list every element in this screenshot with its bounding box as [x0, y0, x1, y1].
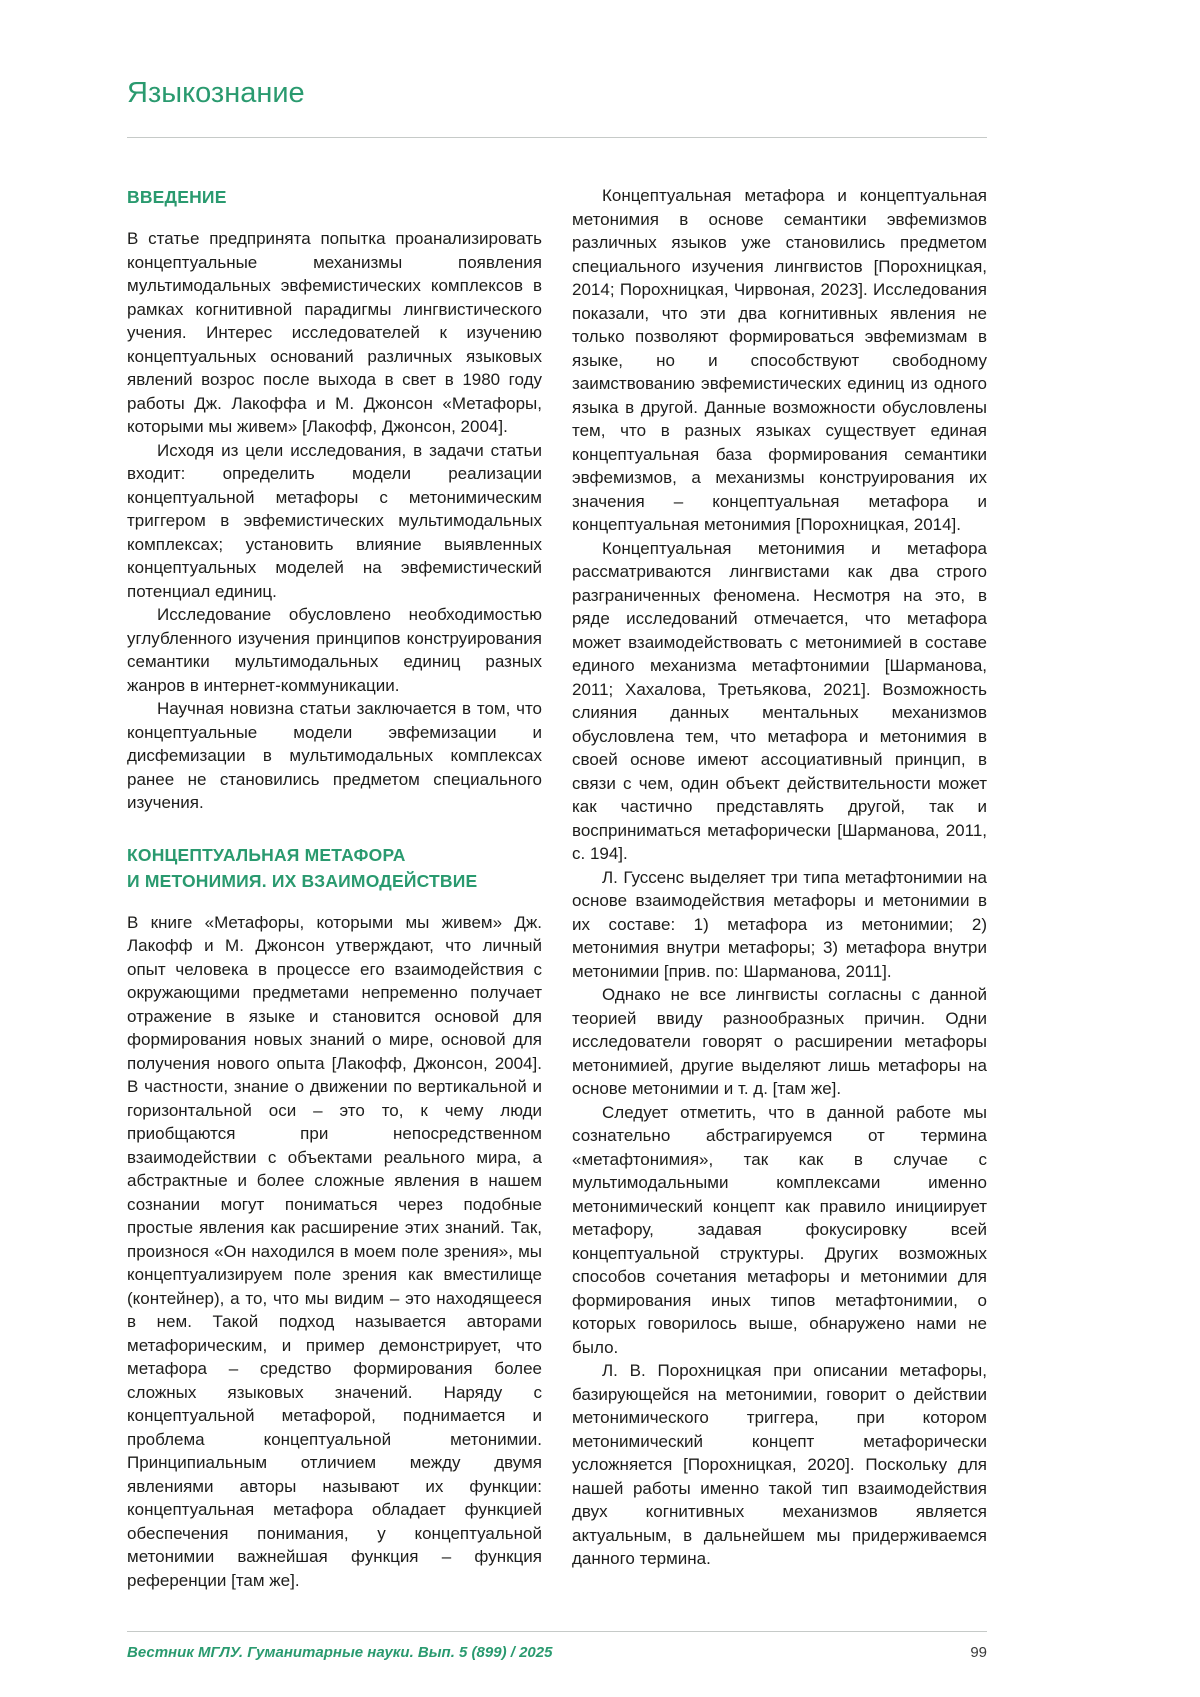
paragraph: Л. Гуссенс выделяет три типа метафтонимии на основе взаимодействия метафоры и метонимии в их составе: 1) метафора из метонимии; 2) метонимия внутри метафоры; 3) метафора внутри метонимии [прив. по: Шарманова, 2011]. [572, 867, 987, 981]
footer-divider [127, 1631, 987, 1632]
paragraph: Научная новизна статьи заключается в том, что концептуальные модели эвфемизации и дисфемизации в мультимодальных комплексах ранее не становились предметом специального изучения. [127, 699, 542, 812]
section-heading: КОНЦЕПТУАЛЬНАЯ МЕТАФОРА И МЕТОНИМИЯ. ИХ ВЗАИМОДЕЙСТВИЕ [127, 844, 478, 891]
article-body [127, 184, 987, 1592]
paragraph: Исследование обусловлено необходимостью углубленного изучения принципов конструирования семантики мультимодальных единиц разных жанров в интернет-коммуникации. [127, 605, 542, 695]
paragraph: В статье предпринята попытка проанализировать концептуальные механизмы появления мультимодальных эвфемистических комплексов в рамках когнитивной парадигмы лингвистического учения. Интерес исследователей к изучению концептуальных оснований различных языковых явлений возрос после выхода в свет в 1980 году работы Дж. Лакоффа и М. Джонсон «Метафоры, которыми мы живем» [Лакофф, Джонсон, 2004]. [127, 229, 542, 436]
right-column [572, 184, 987, 1592]
paragraph: Исходя из цели исследования, в задачи статьи входит: определить модели реализации концептуальной метафоры с метонимическим триггером в эвфемистических мультимодальных комплексах; установить влияние выявленных концептуальных моделей на эвфемистический потенциал единиц. [127, 440, 542, 601]
left-column [127, 184, 542, 1592]
paragraph: Л. В. Порохницкая при описании метафоры, базирующейся на метонимии, говорит о действии метонимического триггера, при котором метонимический концепт метафорически усложняется [Порохницкая, 2020]. Поскольку для нашей работы именно такой тип взаимодействия двух когнитивных механизмов является актуальным, в дальнейшем мы придерживаемся данного термина. [572, 1361, 987, 1568]
paragraph: Концептуальная метафора и концептуальная метонимия в основе семантики эвфемизмов различных языков уже становились предметом специального изучения лингвистов [Порохницкая, 2014; Порохницкая, Чирвоная, 2023]. Исследования показали, что эти два когнитивных явления не только позволяют формироваться эвфемизмам в языке, но и способствуют свободному заимствованию эвфемистических единиц из одного языка в другой. Данные возможности обусловлены тем, что в разных языках существует единая концептуальная база формирования семантики эвфемизмов, а механизмы конструирования их значения – концептуальная метафора и концептуальная метонимия [Порохницкая, 2014]. [572, 186, 987, 534]
paragraph: Концептуальная метонимия и метафора рассматриваются лингвистами как два строго разграниченных феномена. Несмотря на это, в ряде исследований отмечается, что метафора может взаимодействовать с метонимией в составе единого механизма метафтонимии [Шарманова, 2011; Хахалова, Третьякова, 2021]. Возможность слияния данных ментальных механизмов обусловлена тем, что метафора и метонимия в своей основе имеют ассоциативный принцип, в связи с чем, один объект действительности может как частично представлять другой, так и восприниматься метафорически [Шарманова, 2011, с. 194]. [572, 538, 987, 863]
paragraph: Следует отметить, что в данной работе мы сознательно абстрагируемся от термина «метафтонимия», так как в случае с мультимодальными комплексами именно метонимический концепт как правило инициирует метафору, задавая фокусировку всей концептуальной структуры. Других возможных способов сочетания метафоры и метонимии для формирования иных типов метафтонимии, о которых говорилось выше, обнаружено нами не было. [572, 1102, 987, 1357]
introduction-heading: ВВЕДЕНИЕ [127, 187, 227, 207]
paragraph: Однако не все лингвисты согласны с данной теорией ввиду разнообразных причин. Одни исследователи говорят о расширении метафоры метонимией, другие выделяют лишь метафоры на основе метонимии и т. д. [там же]. [572, 985, 987, 1098]
page-footer [127, 1643, 987, 1663]
rubric-label: Языкознание [127, 77, 305, 109]
header-divider [127, 137, 987, 138]
footer-journal-line: Вестник МГЛУ. Гуманитарные науки. Вып. 5 (899) / 2025 [127, 1644, 553, 1661]
footer-page-number: 99 [970, 1644, 987, 1661]
paragraph: В книге «Метафоры, которыми мы живем» Дж. Лакофф и М. Джонсон утверждают, что личный опыт человека в процессе его взаимодействия с окружающими предметами непременно получает отражение в языке и становится основой для формирования новых знаний о мире, основой для получения нового опыта [Лакофф, Джонсон, 2004]. В частности, знание о движении по вертикальной и горизонтальной оси – это то, к чему люди приобщаются при непосредственном взаимодействии с объектами реального мира, а абстрактные и более сложные явления в нашем сознании могут пониматься через подобные простые явления как расширение этих знаний. Так, произнося «Он находился в моем поле зрения», мы концептуализируем поле зрения как вместилище (контейнер), а то, что мы видим – это находящееся в нем. Такой подход называется авторами метафорическим, и пример демонстрирует, что метафора – средство формирования более сложных языковых значений. Наряду с концептуальной метафорой, поднимается и проблема концептуальной метонимии. Принципиальным отличием между двумя явлениями авторы называют их функции: концептуальная метафора обладает функцией обеспечения понимания, у концептуальной метонимии важнейшая функция – функция референции [там же]. [127, 912, 542, 1590]
